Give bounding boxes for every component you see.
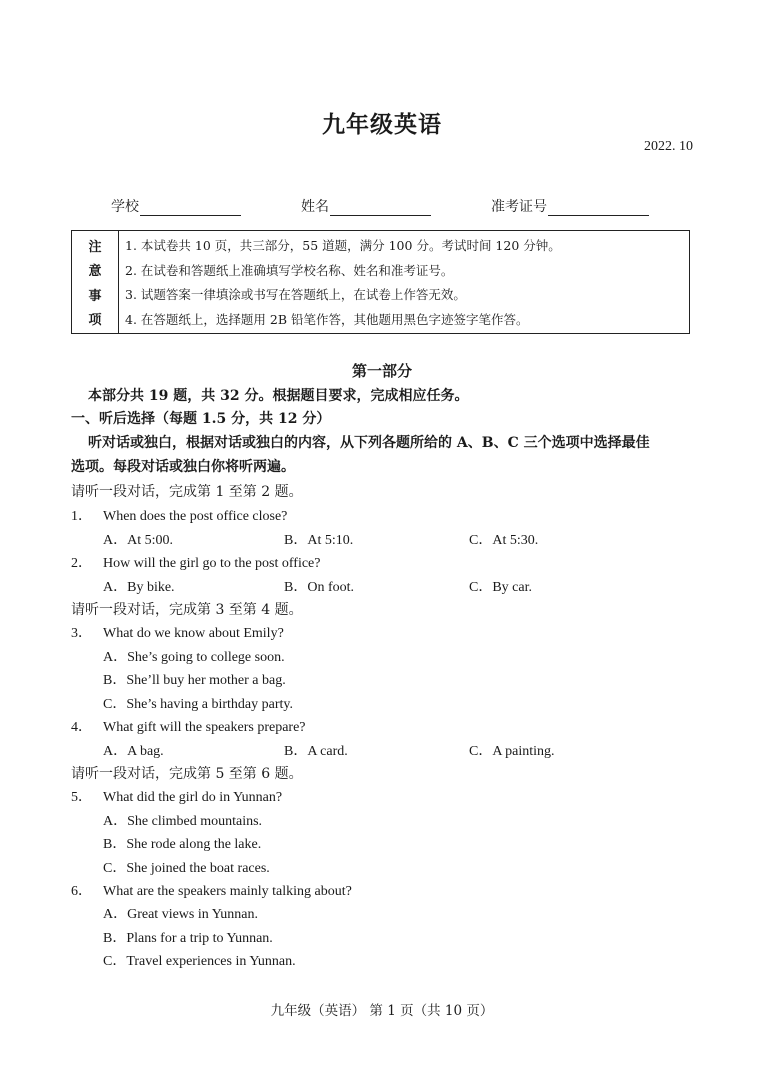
question-number: 6． (71, 884, 92, 899)
option-c: C．Travel experiences in Yunnan. (103, 954, 296, 969)
school-label: 学校 (111, 199, 139, 215)
question-2 (71, 552, 320, 572)
question-text: What gift will the speakers prepare? (103, 720, 306, 735)
instruction-line-1: 听对话或独白，根据对话或独白的内容，从下列各题所给的 A、B、C 三个选项中选择最佳 (88, 435, 650, 451)
question-4 (71, 716, 306, 736)
option-b: B．On foot. (284, 580, 354, 595)
option-a: A．At 5:00. (103, 533, 173, 548)
exam-id-label: 准考证号 (491, 199, 547, 215)
option-a: A．By bike. (103, 580, 175, 595)
option-b: B．She rode along the lake. (103, 837, 262, 852)
question-text: What did the girl do in Yunnan? (103, 790, 283, 805)
question-5 (71, 786, 282, 806)
exam-date: 2022. 10 (644, 139, 693, 154)
question-3 (71, 622, 284, 642)
question-6 (71, 880, 352, 900)
option-c: C．A painting. (469, 744, 555, 759)
option-a: A．She’s going to college soon. (103, 650, 285, 665)
notice-head-char: 意 (88, 264, 102, 280)
notice-box (71, 230, 690, 334)
option-b: B．A card. (284, 744, 348, 759)
notice-head-char: 项 (88, 313, 102, 329)
notice-item: 2. 在试卷和答题纸上准确填写学校名称、姓名和准考证号。 (125, 262, 454, 278)
question-text: When does the post office close? (103, 509, 288, 524)
student-info-fields (0, 196, 764, 218)
section-title: 一、听后选择（每题 1.5 分，共 12 分） (71, 411, 331, 427)
school-field (111, 196, 241, 216)
option-a: A．She climbed mountains. (103, 814, 263, 829)
exam-title: 九年级英语 (322, 111, 442, 138)
question-number: 5． (71, 790, 92, 805)
notice-heading (72, 231, 119, 333)
notice-item: 1. 本试卷共 10 页，共三部分，55 道题，满分 100 分。考试时间 120 分钟。 (125, 238, 561, 254)
question-text: How will the girl go to the post office? (103, 556, 321, 571)
notice-item: 4. 在答题纸上，选择题用 2B 铅笔作答，其他题用黑色字迹签字笔作答。 (125, 311, 529, 327)
dialog-instruction: 请听一段对话，完成第 5 至第 6 题。 (71, 766, 303, 782)
part-title: 第一部分 (351, 362, 412, 380)
question-number: 4． (71, 720, 92, 735)
dialog-instruction: 请听一段对话，完成第 1 至第 2 题。 (71, 484, 303, 500)
name-label: 姓名 (301, 199, 329, 215)
notice-head-char: 注 (88, 239, 102, 255)
part-intro: 本部分共 19 题，共 32 分。根据题目要求，完成相应任务。 (88, 388, 469, 404)
option-a: A．Great views in Yunnan. (103, 907, 259, 922)
page-footer: 九年级（英语） 第 1 页（共 10 页） (270, 1003, 494, 1019)
name-field (301, 196, 431, 216)
school-blank (140, 200, 241, 216)
question-number: 1． (71, 509, 92, 524)
option-c: C．At 5:30. (469, 533, 539, 548)
exam-id-blank (548, 200, 649, 216)
question-text: What are the speakers mainly talking about? (103, 884, 352, 899)
name-blank (330, 200, 431, 216)
question-number: 3． (71, 626, 92, 641)
option-b: B．She’ll buy her mother a bag. (103, 673, 286, 688)
question-number: 2． (71, 556, 92, 571)
option-c: C．She’s having a birthday party. (103, 697, 294, 712)
option-b: B．Plans for a trip to Yunnan. (103, 931, 273, 946)
option-c: C．By car. (469, 580, 532, 595)
option-a: A．A bag. (103, 744, 164, 759)
option-c: C．She joined the boat races. (103, 861, 270, 876)
exam-id-field (491, 196, 649, 216)
dialog-instruction: 请听一段对话，完成第 3 至第 4 题。 (71, 602, 303, 618)
instruction-line-2: 选项。每段对话或独白你将听两遍。 (71, 459, 295, 475)
question-1 (71, 505, 287, 525)
notice-item: 3. 试题答案一律填涂或书写在答题纸上，在试卷上作答无效。 (125, 287, 466, 303)
notice-head-char: 事 (88, 288, 102, 304)
question-text: What do we know about Emily? (103, 626, 284, 641)
notice-items (119, 231, 689, 333)
option-b: B．At 5:10. (284, 533, 354, 548)
